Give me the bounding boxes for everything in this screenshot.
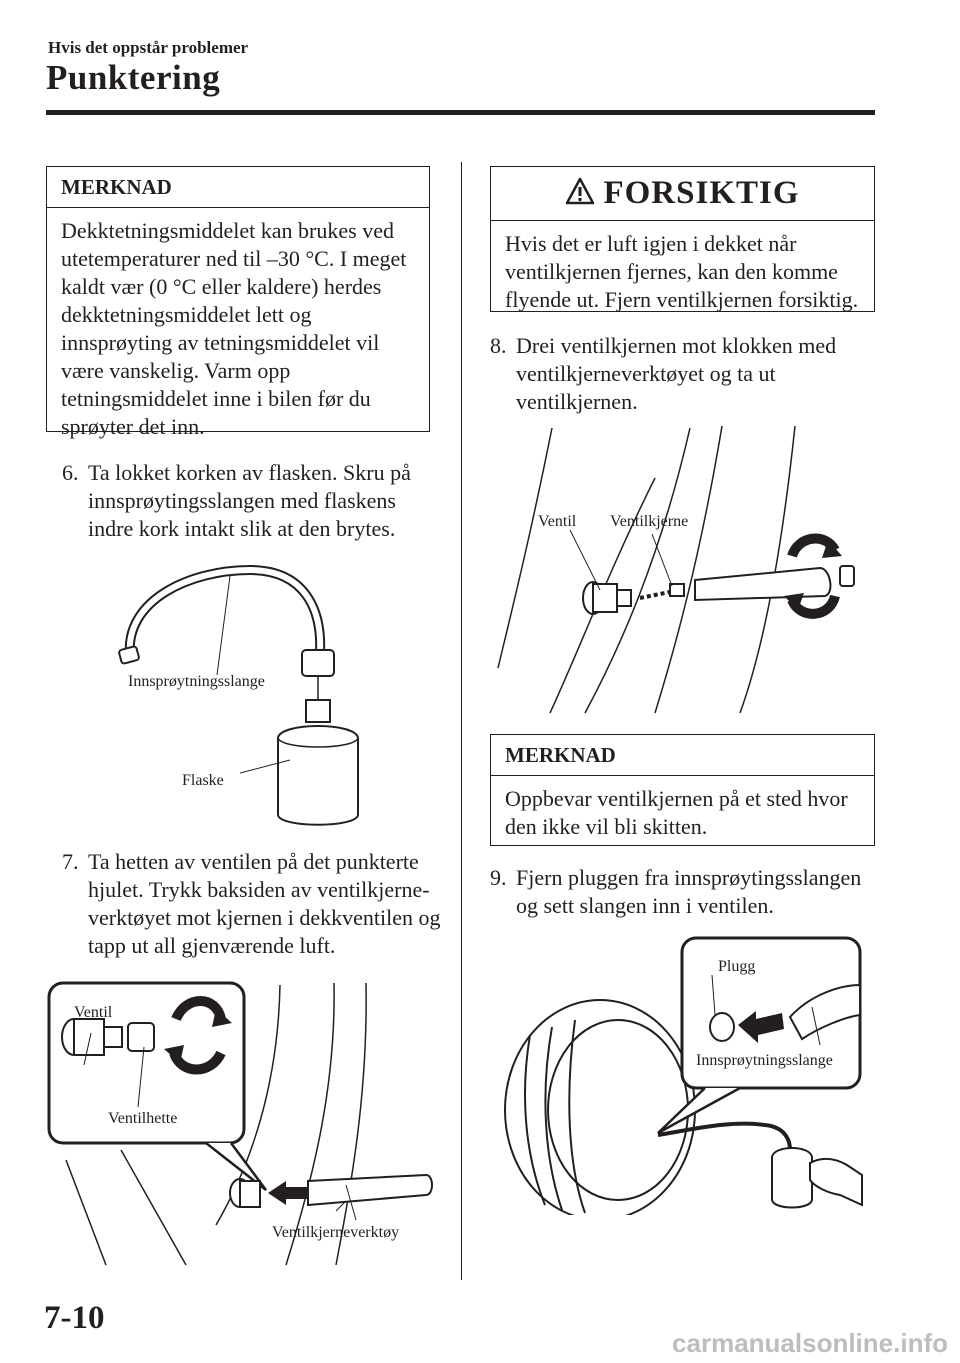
step-8 <box>490 332 870 416</box>
caution-body: Hvis det er luft igjen i dekket når ventilkjernen fjernes, kan den komme flyende ut. Fjern ventilkjernen forsiktig. <box>505 231 859 312</box>
note-heading: MERKNAD <box>47 167 429 208</box>
step-number: 7. <box>62 849 79 874</box>
step-text: Ta hetten av ventilen på det punkterte hjulet. Trykk baksiden av ventilkjerne-verktøyet mot kjernen i dekkventilen og tapp ut all gjenværende luft. <box>88 849 441 958</box>
label-hose: Innsprøytningsslange <box>128 673 265 690</box>
page-number: 7-10 <box>44 1300 105 1336</box>
caution-heading <box>491 167 874 221</box>
step-number: 6. <box>62 460 79 485</box>
figure-valve-core <box>490 418 875 718</box>
note-heading: MERKNAD <box>491 735 874 776</box>
label-valve-core: Ventilkjerne <box>610 513 689 530</box>
page-title: Punktering <box>46 58 221 97</box>
step-text: Drei ventilkjernen mot klokken med ventilkjerneverktøyet og ta ut ventilkjernen. <box>516 333 837 414</box>
label-valve-cap: Ventilhette <box>108 1110 178 1127</box>
plug-icon <box>710 1013 734 1041</box>
warning-triangle-icon <box>565 177 595 205</box>
figure-plug-hose <box>490 935 875 1215</box>
step-6 <box>62 459 434 543</box>
figure-valve-cap <box>46 975 446 1275</box>
hose-end-icon <box>118 646 139 664</box>
note-box-storage <box>490 734 875 846</box>
step-number: 8. <box>490 333 507 358</box>
valve-core-icon <box>640 584 684 598</box>
valve-core-tool-icon <box>695 568 830 600</box>
bottle-icon <box>278 726 358 825</box>
watermark: carmanualsonline.info <box>672 1328 948 1358</box>
caution-heading-text: FORSIKTIG <box>603 175 800 211</box>
column-divider <box>461 162 462 1280</box>
step-text: Ta lokket korken av flasken. Skru på innsprøytingsslangen med flaskens indre kork intakt slik at den brytes. <box>88 460 411 541</box>
caution-box <box>490 166 875 312</box>
note-body: Oppbevar ventilkjernen på et sted hvor den ikke vil bli skitten. <box>505 786 848 839</box>
valve-cap-icon <box>128 1023 154 1051</box>
bottle-icon <box>772 1148 812 1208</box>
note-body: Dekktetningsmiddelet kan brukes ved utetemperaturer ned til –30 °C. I meget kaldt vær (0 °C eller kaldere) herdes dekktetningsmiddelet lett og innsprøyting av tetningsmiddelet vil være vanskelig. Varm opp tetningsmiddelet inne i bilen før du sprøyter det inn. <box>61 218 407 439</box>
section-heading: Hvis det oppstår problemer <box>48 38 249 57</box>
tire-icon <box>505 1000 695 1215</box>
label-valve: Ventil <box>74 1004 113 1021</box>
label-plug: Plugg <box>718 958 756 975</box>
push-arrow-icon <box>268 1181 308 1205</box>
bottle-neck-icon <box>306 700 330 722</box>
title-rule <box>46 110 875 115</box>
step-9 <box>490 864 874 920</box>
label-valve: Ventil <box>538 513 577 530</box>
hand-icon <box>810 1159 862 1205</box>
step-7 <box>62 848 442 960</box>
step-number: 9. <box>490 865 507 890</box>
label-hose: Innsprøytningsslange <box>696 1052 833 1069</box>
step-text: Fjern pluggen fra innsprøytingsslangen og sett slangen inn i ventilen. <box>516 865 862 918</box>
valve-core-tool-icon <box>308 1175 432 1205</box>
hose-nut-icon <box>302 650 334 676</box>
note-box-temperature <box>46 166 430 439</box>
label-bottle: Flaske <box>182 772 224 789</box>
label-tool: Ventilkjerneverktøy <box>272 1224 400 1241</box>
figure-bottle-hose <box>100 560 400 830</box>
